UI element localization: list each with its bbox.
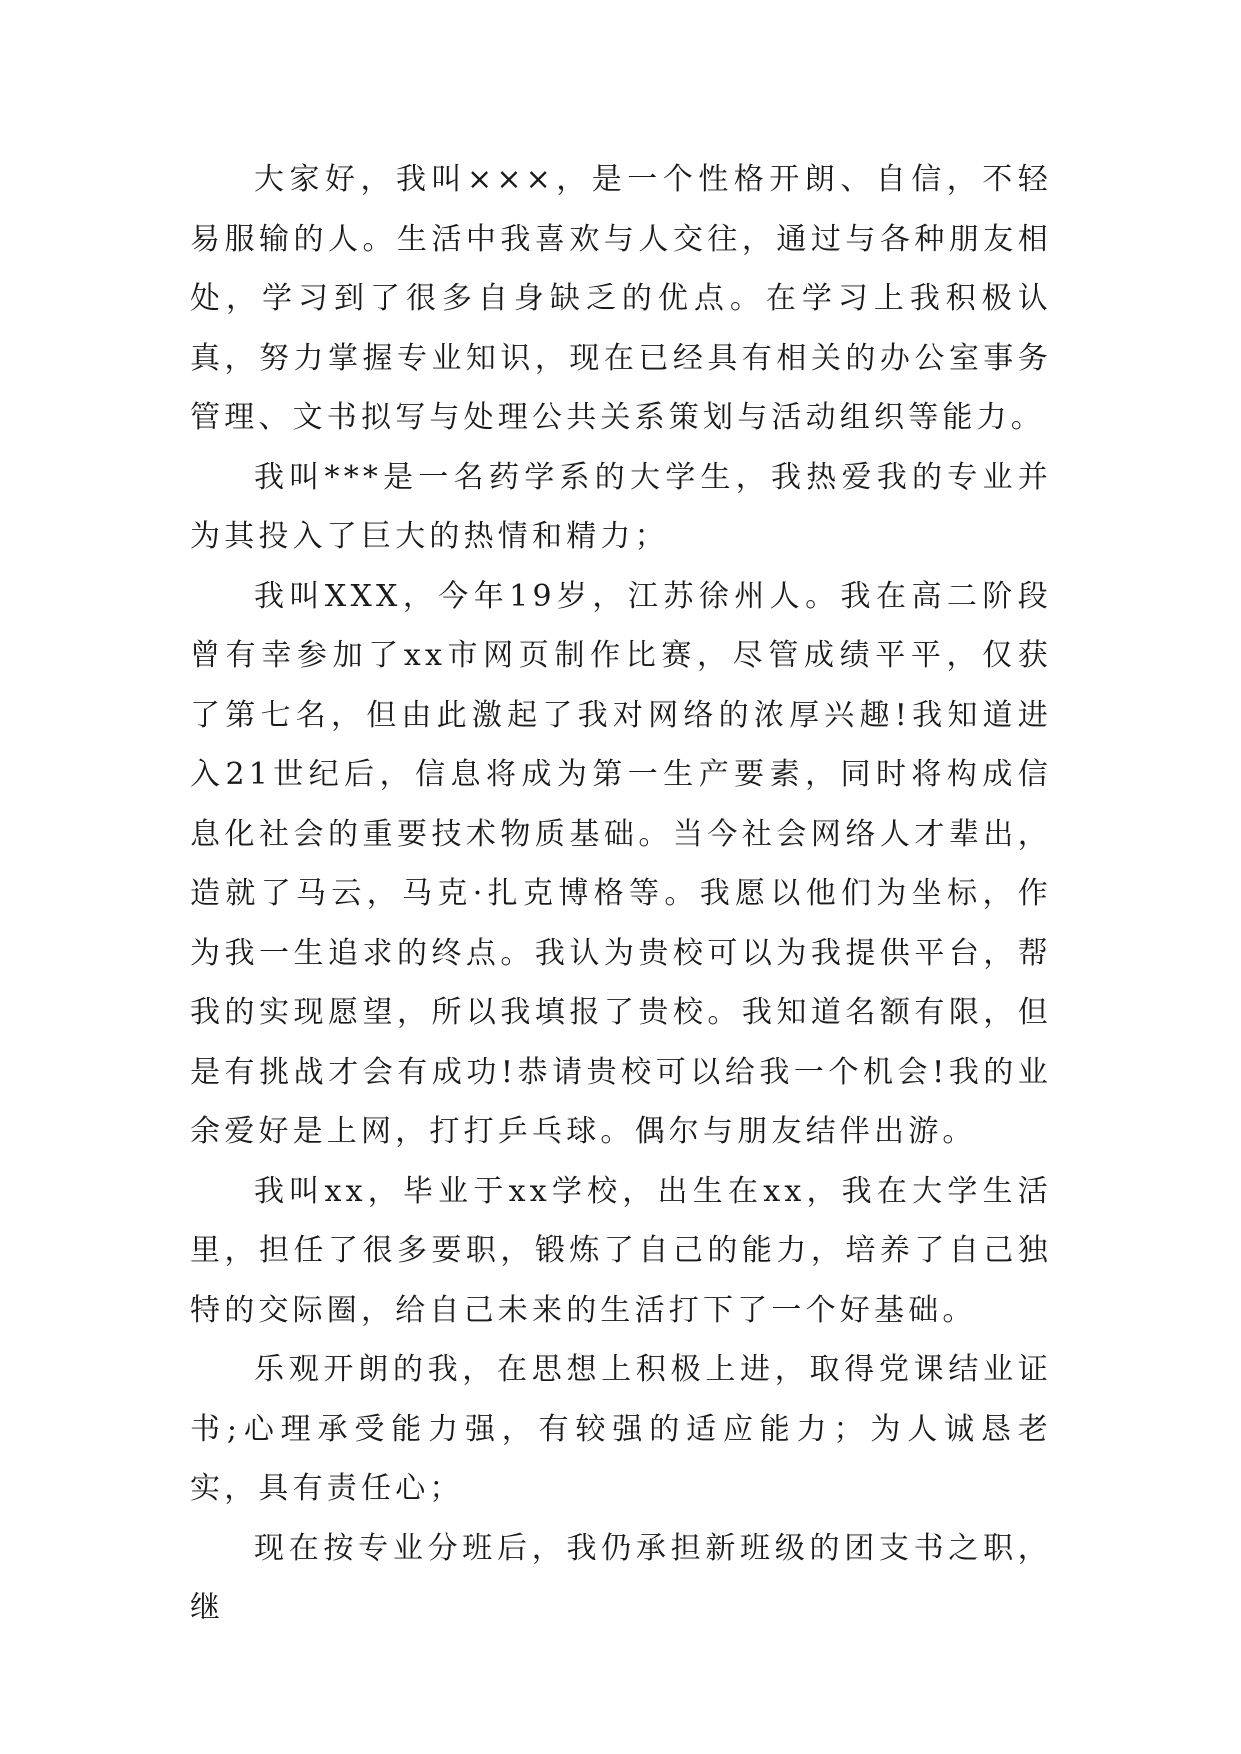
paragraph-3: 我叫XXX，今年19岁，江苏徐州人。我在高二阶段曾有幸参加了xx市网页制作比赛，尽管成绩平平，仅获了第七名，但由此激起了我对网络的浓厚兴趣!我知道进入21世纪后，信息将成为第一生产要素，同时将构成信息化社会的重要技术物质基础。当今社会网络人才辈出，造就了马云，马克·扎克博格等。我愿以他们为坐标，作为我一生追求的终点。我认为贵校可以为我提供平台，帮我的实现愿望，所以我填报了贵校。我知道名额有限，但是有挑战才会有成功!恭请贵校可以给我一个机会!我的业余爱好是上网，打打乒乓球。偶尔与朋友结伴出游。 [190, 578, 1052, 1149]
paragraph-2: 我叫***是一名药学系的大学生，我热爱我的专业并为其投入了巨大的热情和精力； [190, 459, 1052, 554]
paragraph-5: 乐观开朗的我，在思想上积极上进，取得党课结业证书;心理承受能力强，有较强的适应能力；为人诚恳老实，具有责任心； [190, 1352, 1052, 1506]
document-body [190, 150, 1052, 1638]
paragraph-4: 我叫xx，毕业于xx学校，出生在xx，我在大学生活里，担任了很多要职，锻炼了自己的能力，培养了自己独特的交际圈，给自己未来的生活打下了一个好基础。 [190, 1173, 1052, 1328]
paragraph-6: 现在按专业分班后，我仍承担新班级的团支书之职，继 [190, 1530, 1052, 1625]
paragraph-1: 大家好，我叫×××，是一个性格开朗、自信，不轻易服输的人。生活中我喜欢与人交往，通过与各种朋友相处，学习到了很多自身缺乏的优点。在学习上我积极认真，努力掌握专业知识，现在已经具有相关的办公室事务管理、文书拟写与处理公共关系策划与活动组织等能力。 [190, 162, 1052, 435]
